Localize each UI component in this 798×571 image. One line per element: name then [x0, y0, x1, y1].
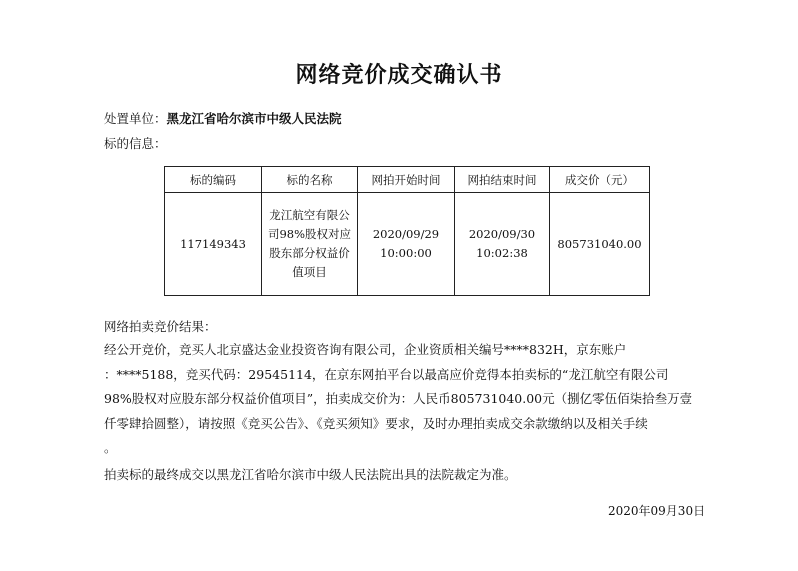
result-line: 经公开竞价，竞买人北京盛达金业投资咨询有限公司，企业资质相关编号****832H，京东账户	[104, 342, 627, 357]
disposal-unit-label: 处置单位：	[104, 111, 167, 126]
table-row	[165, 193, 650, 296]
final-note: 拍卖标的最终成交以黑龙江省哈尔滨市中级人民法院出具的法院裁定为准。	[104, 467, 517, 482]
document-title: 网络竞价成交确认书	[295, 63, 503, 88]
cell-name-line: 司98%股权对应	[267, 227, 352, 241]
header-start-time: 网拍开始时间	[358, 167, 455, 193]
result-line: 98%股权对应股东部分权益价值项目”，拍卖成交价为：人民币805731040.00元（捌亿零伍佰柒拾叁万壹	[104, 391, 693, 406]
header-name: 标的名称	[262, 167, 358, 193]
table-header-row	[165, 167, 650, 193]
header-end-time: 网拍结束时间	[455, 167, 550, 193]
target-info-label: 标的信息：	[104, 136, 167, 151]
result-line: 仟零肆拾圆整），请按照《竞买公告》、《竞买须知》要求，及时办理拍卖成交余款缴纳以及相关手续	[104, 415, 648, 431]
target-info-table	[164, 166, 650, 296]
cell-end-clock: 10:02:38	[476, 246, 528, 260]
cell-start-clock: 10:00:00	[380, 246, 432, 260]
cell-start-time	[358, 193, 455, 296]
header-price: 成交价（元）	[550, 167, 650, 193]
cell-start-date: 2020/09/29	[372, 227, 440, 241]
disposal-unit-name: 黑龙江省哈尔滨市中级人民法院	[166, 111, 342, 126]
disposal-unit-line	[104, 109, 342, 127]
cell-code: 117149343	[165, 193, 262, 296]
cell-end-date: 2020/09/30	[468, 227, 536, 241]
header-code: 标的编码	[165, 167, 262, 193]
result-line: 。	[104, 440, 117, 455]
result-line: ：****5188，竞买代码：29545114，在京东网拍平台以最高应价竞得本拍卖标的“龙江航空有限公司	[104, 366, 669, 382]
cell-name	[262, 193, 358, 296]
cell-name-line: 值项目	[292, 265, 327, 279]
result-heading: 网络拍卖竞价结果：	[104, 319, 217, 334]
cell-name-line: 龙江航空有限公	[269, 208, 350, 222]
cell-name-line: 股东部分权益价	[269, 246, 350, 260]
cell-price: 805731040.00	[550, 193, 650, 296]
result-paragraph	[104, 338, 704, 461]
cell-end-time	[455, 193, 550, 296]
document-date: 2020年09月30日	[608, 504, 706, 518]
